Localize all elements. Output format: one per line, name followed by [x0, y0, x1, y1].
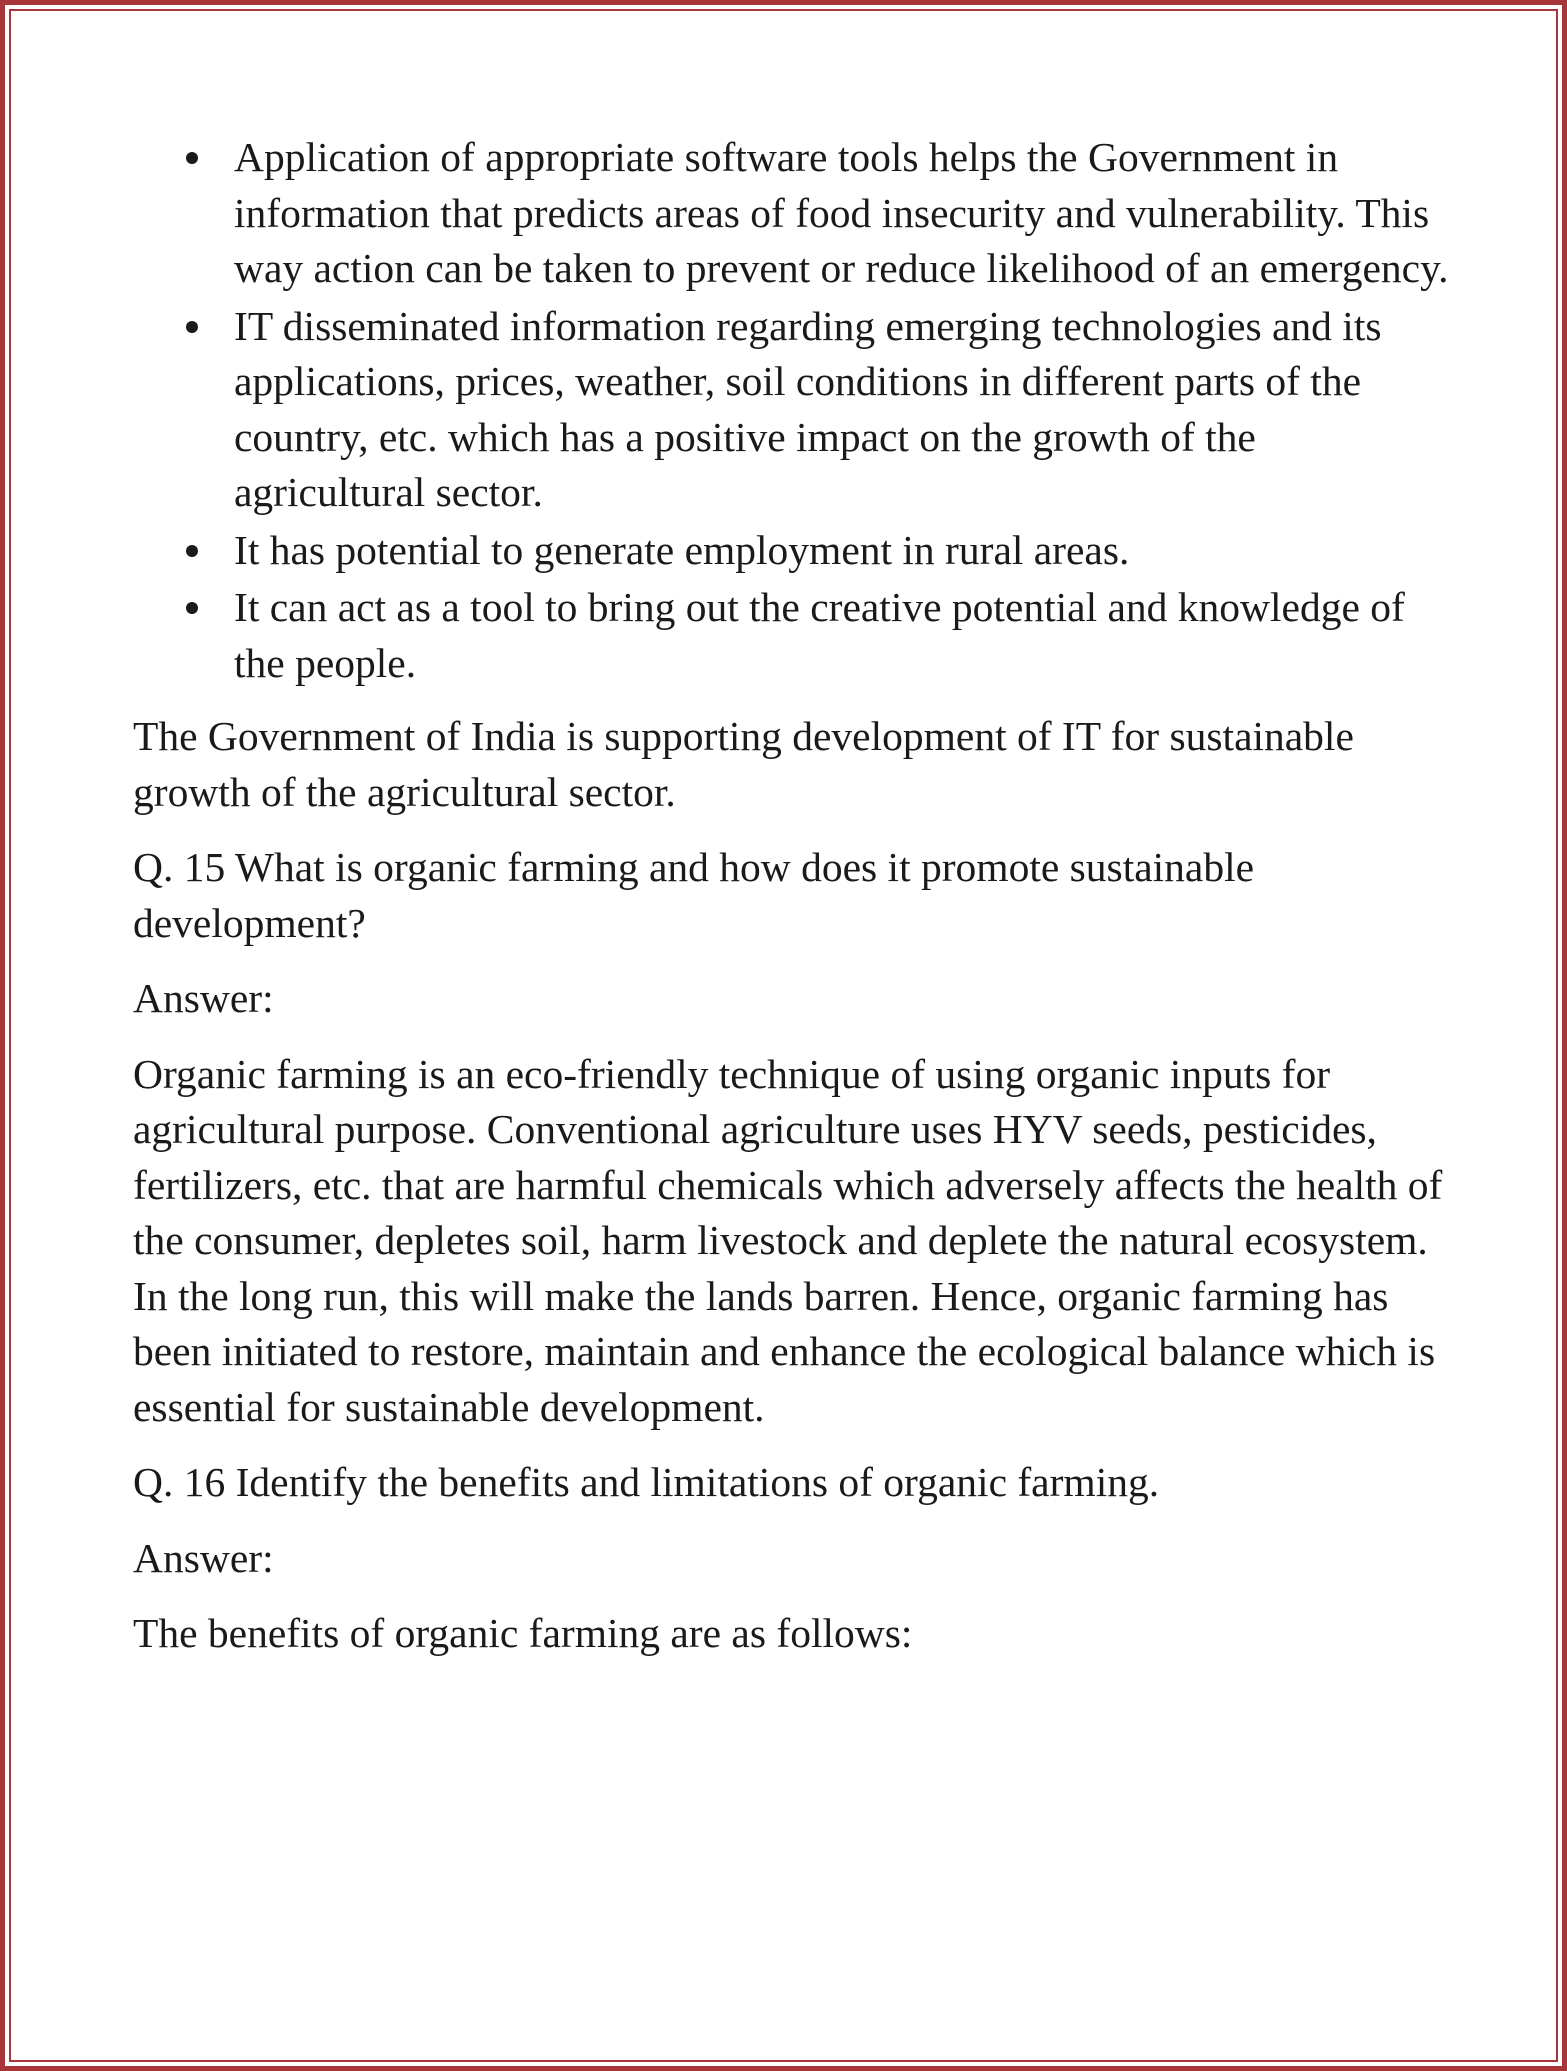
bullet-item	[133, 130, 1453, 297]
bullet-text: Application of appropriate software tools helps the Government in information that predicts areas of food insecurity and vulnerability. This way action can be taken to prevent or reduce likelihood of an emergency.	[234, 134, 1449, 291]
bullet-item	[133, 580, 1453, 691]
bullet-dot-icon	[186, 545, 198, 557]
bullet-text: IT disseminated information regarding emerging technologies and its applications, prices, weather, soil conditions in different parts of the country, etc. which has a positive impact on the growth of the agricultural sector.	[234, 302, 1382, 515]
answer-label: Answer:	[133, 975, 274, 1021]
benefits-intro: The benefits of organic farming are as follows:	[133, 1610, 913, 1656]
bullet-dot-icon	[186, 602, 198, 614]
answer-label: Answer:	[133, 1534, 274, 1581]
question-15-heading: Q. 15 What is organic farming and how does it promote sustainable development?	[133, 844, 1255, 946]
bullet-item	[133, 523, 1453, 579]
bullet-text: It has potential to generate employment in rural areas.	[234, 526, 1130, 573]
bullet-item	[133, 299, 1453, 521]
bullet-dot-icon	[186, 321, 198, 333]
bullet-list	[133, 130, 1453, 691]
bullet-text: It can act as a tool to bring out the creative potential and knowledge of the people.	[234, 584, 1405, 686]
document-body	[133, 130, 1453, 1662]
question-16-heading: Q. 16 Identify the benefits and limitations of organic farming.	[133, 1459, 1160, 1505]
government-support-paragraph: The Government of India is supporting development of IT for sustainable growth of the agricultural sector.	[133, 713, 1354, 815]
organic-farming-answer: Organic farming is an eco-friendly technique of using organic inputs for agricultural purpose. Conventional agriculture uses HYV seeds, pesticides, fertilizers, etc. that are harmful chemicals which adversely affects the health of the consumer, depletes soil, harm livestock and deplete the natural ecosystem. In the long run, this will make the lands barren. Hence, organic farming has been initiated to restore, maintain and enhance the ecological balance which is essential for sustainable development.	[133, 1050, 1443, 1430]
bullet-dot-icon	[186, 152, 198, 164]
